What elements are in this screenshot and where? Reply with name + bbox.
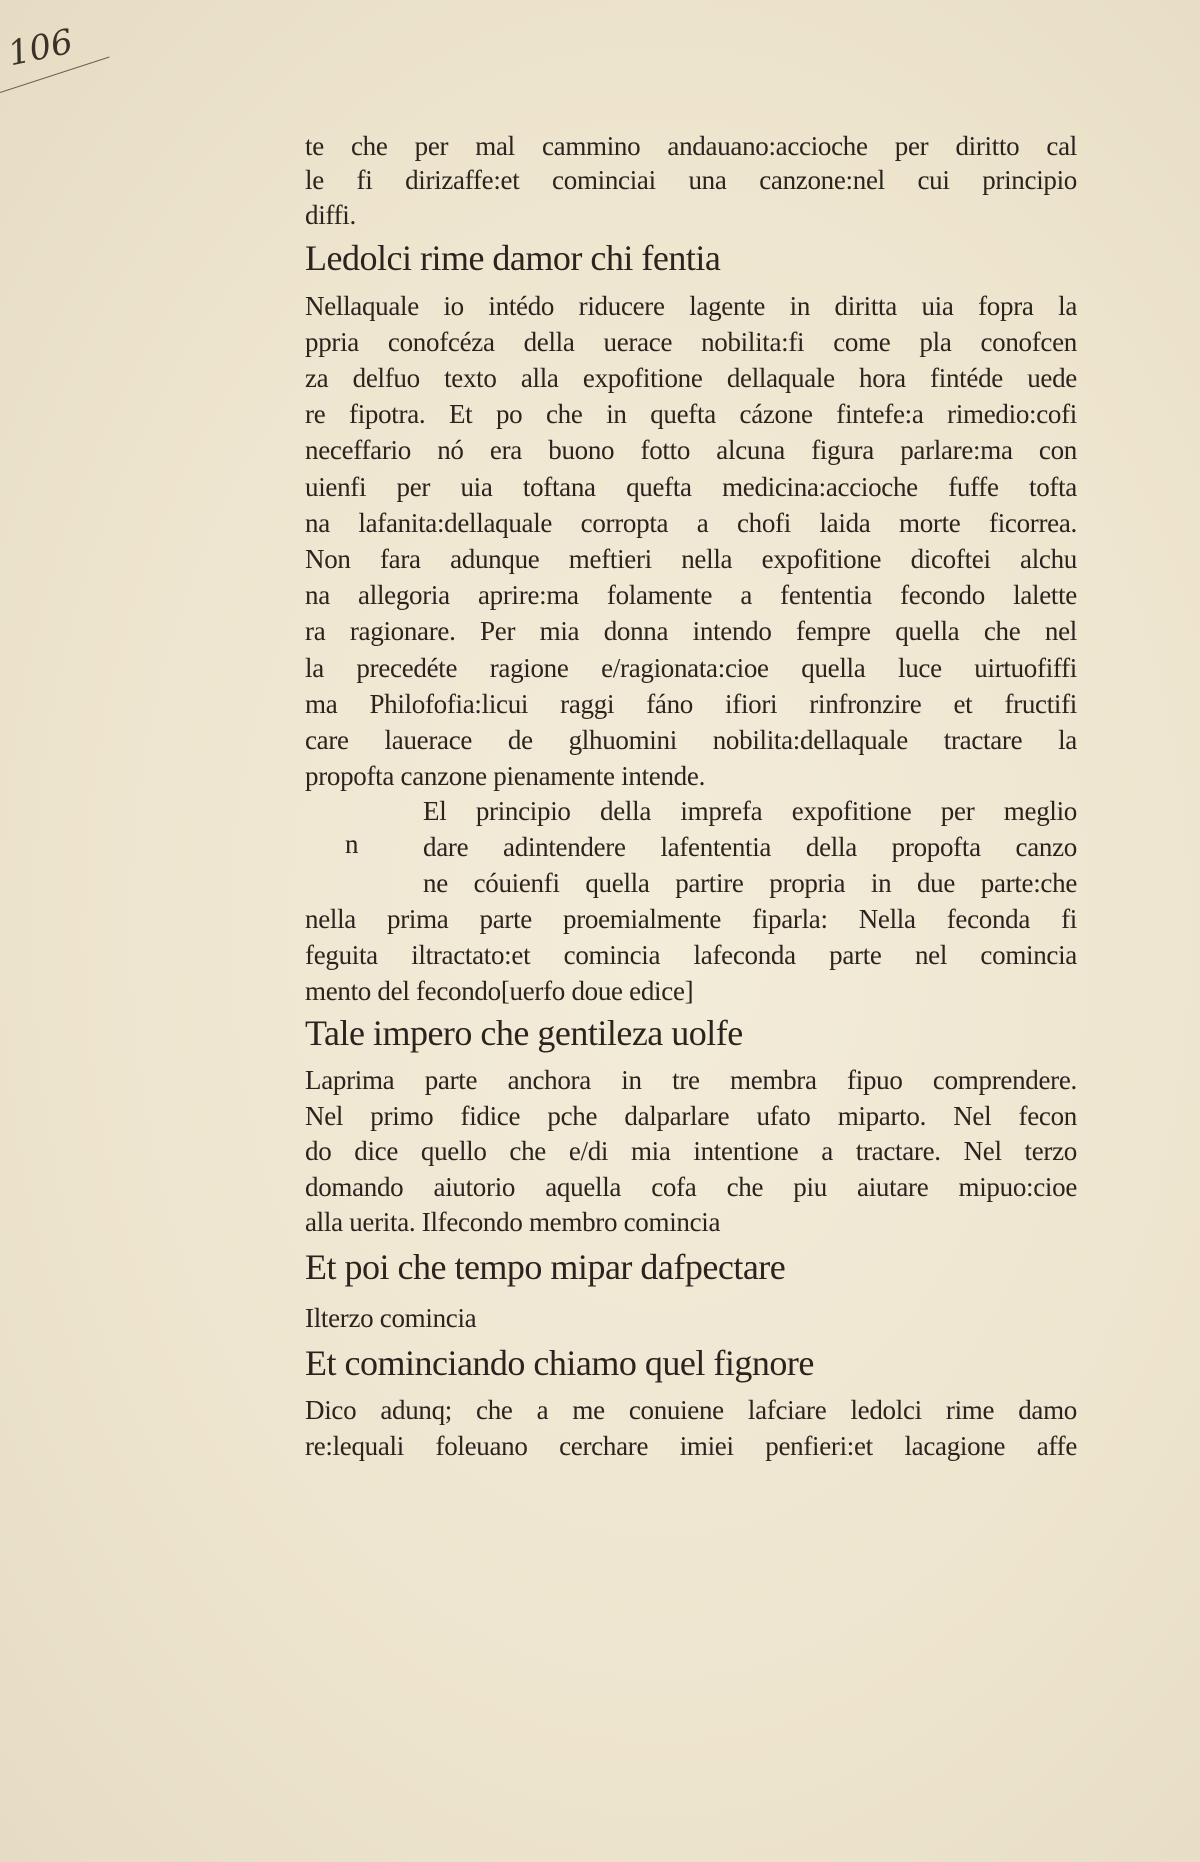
text-line: feguita iltractato:et comincia lafeconda parte nel comincia: [305, 940, 1077, 970]
text-line: do dice quello che e/di mia intentione a tractare. Nel terzo: [305, 1136, 1077, 1166]
text-line: neceffario nó era buono fotto alcuna figura parlare:ma con: [305, 435, 1077, 465]
verse-heading: Et cominciando chiamo quel fignore: [305, 1343, 814, 1383]
text-line: ra ragionare. Per mia donna intendo fempre quella che nel: [305, 616, 1077, 646]
verse-heading: Tale impero che gentileza uolfe: [305, 1013, 743, 1053]
text-line: domando aiutorio aquella cofa che piu aiutare mipuo:cioe: [305, 1172, 1077, 1202]
text-line: na lafanita:dellaquale corropta a chofi laida morte ficorrea.: [305, 508, 1077, 538]
text-line: nella prima parte proemialmente fiparla: Nella feconda fi: [305, 904, 1077, 934]
text-line: Non fara adunque meftieri nella expofitione dicoftei alchu: [305, 544, 1077, 574]
verse-heading: Et poi che tempo mipar dafpectare: [305, 1247, 786, 1287]
page-number-handwritten: 106: [4, 21, 77, 75]
text-line: Dico adunq; che a me conuiene lafciare ledolci rime damo: [305, 1395, 1077, 1425]
text-line: propofta canzone pienamente intende.: [305, 761, 706, 791]
text-line: uienfi per uia toftana quefta medicina:accioche fuffe tofta: [305, 472, 1077, 502]
text-line: Laprima parte anchora in tre membra fipuo comprendere.: [305, 1065, 1077, 1095]
text-line: re:lequali foleuano cerchare imiei penfieri:et lacagione affe: [305, 1431, 1077, 1461]
marginal-guide-letter: n: [345, 829, 359, 859]
text-line: ma Philofofia:licui raggi fáno ifiori rinfronzire et fructifi: [305, 689, 1077, 719]
text-line: alla uerita. Ilfecondo membro comincia: [305, 1207, 721, 1237]
text-line: la precedéte ragione e/ragionata:cioe quella luce uirtuofiffi: [305, 653, 1077, 683]
text-line: Nel primo fidice pche dalparlare ufato miparto. Nel fecon: [305, 1101, 1077, 1131]
text-line: na allegoria aprire:ma folamente a fententia fecondo lalette: [305, 580, 1077, 610]
text-line: ne cóuienfi quella partire propria in due parte:che: [423, 868, 1077, 898]
text-line: Ilterzo comincia: [305, 1303, 477, 1333]
text-line: care lauerace de glhuomini nobilita:dellaquale tractare la: [305, 725, 1077, 755]
text-line: re fipotra. Et po che in quefta cázone fintefe:a rimedio:cofi: [305, 399, 1077, 429]
text-line: diffi.: [305, 200, 356, 230]
text-line: le fi dirizaffe:et cominciai una canzone:nel cui principio: [305, 165, 1077, 195]
text-line: za delfuo texto alla expofitione dellaquale hora fintéde uede: [305, 363, 1077, 393]
text-line: El principio della imprefa expofitione per meglio: [423, 796, 1077, 826]
text-line: mento del fecondo[uerfo doue edice]: [305, 976, 694, 1006]
text-line: ppria conofcéza della uerace nobilita:fi come pla conofcen: [305, 327, 1077, 357]
text-line: dare adintendere lafententia della propofta canzo: [423, 832, 1077, 862]
text-line: te che per mal cammino andauano:accioche per diritto cal: [305, 131, 1077, 161]
text-line: Nellaquale io intédo riducere lagente in diritta uia fopra la: [305, 291, 1077, 321]
verse-heading: Ledolci rime damor chi fentia: [305, 238, 721, 278]
